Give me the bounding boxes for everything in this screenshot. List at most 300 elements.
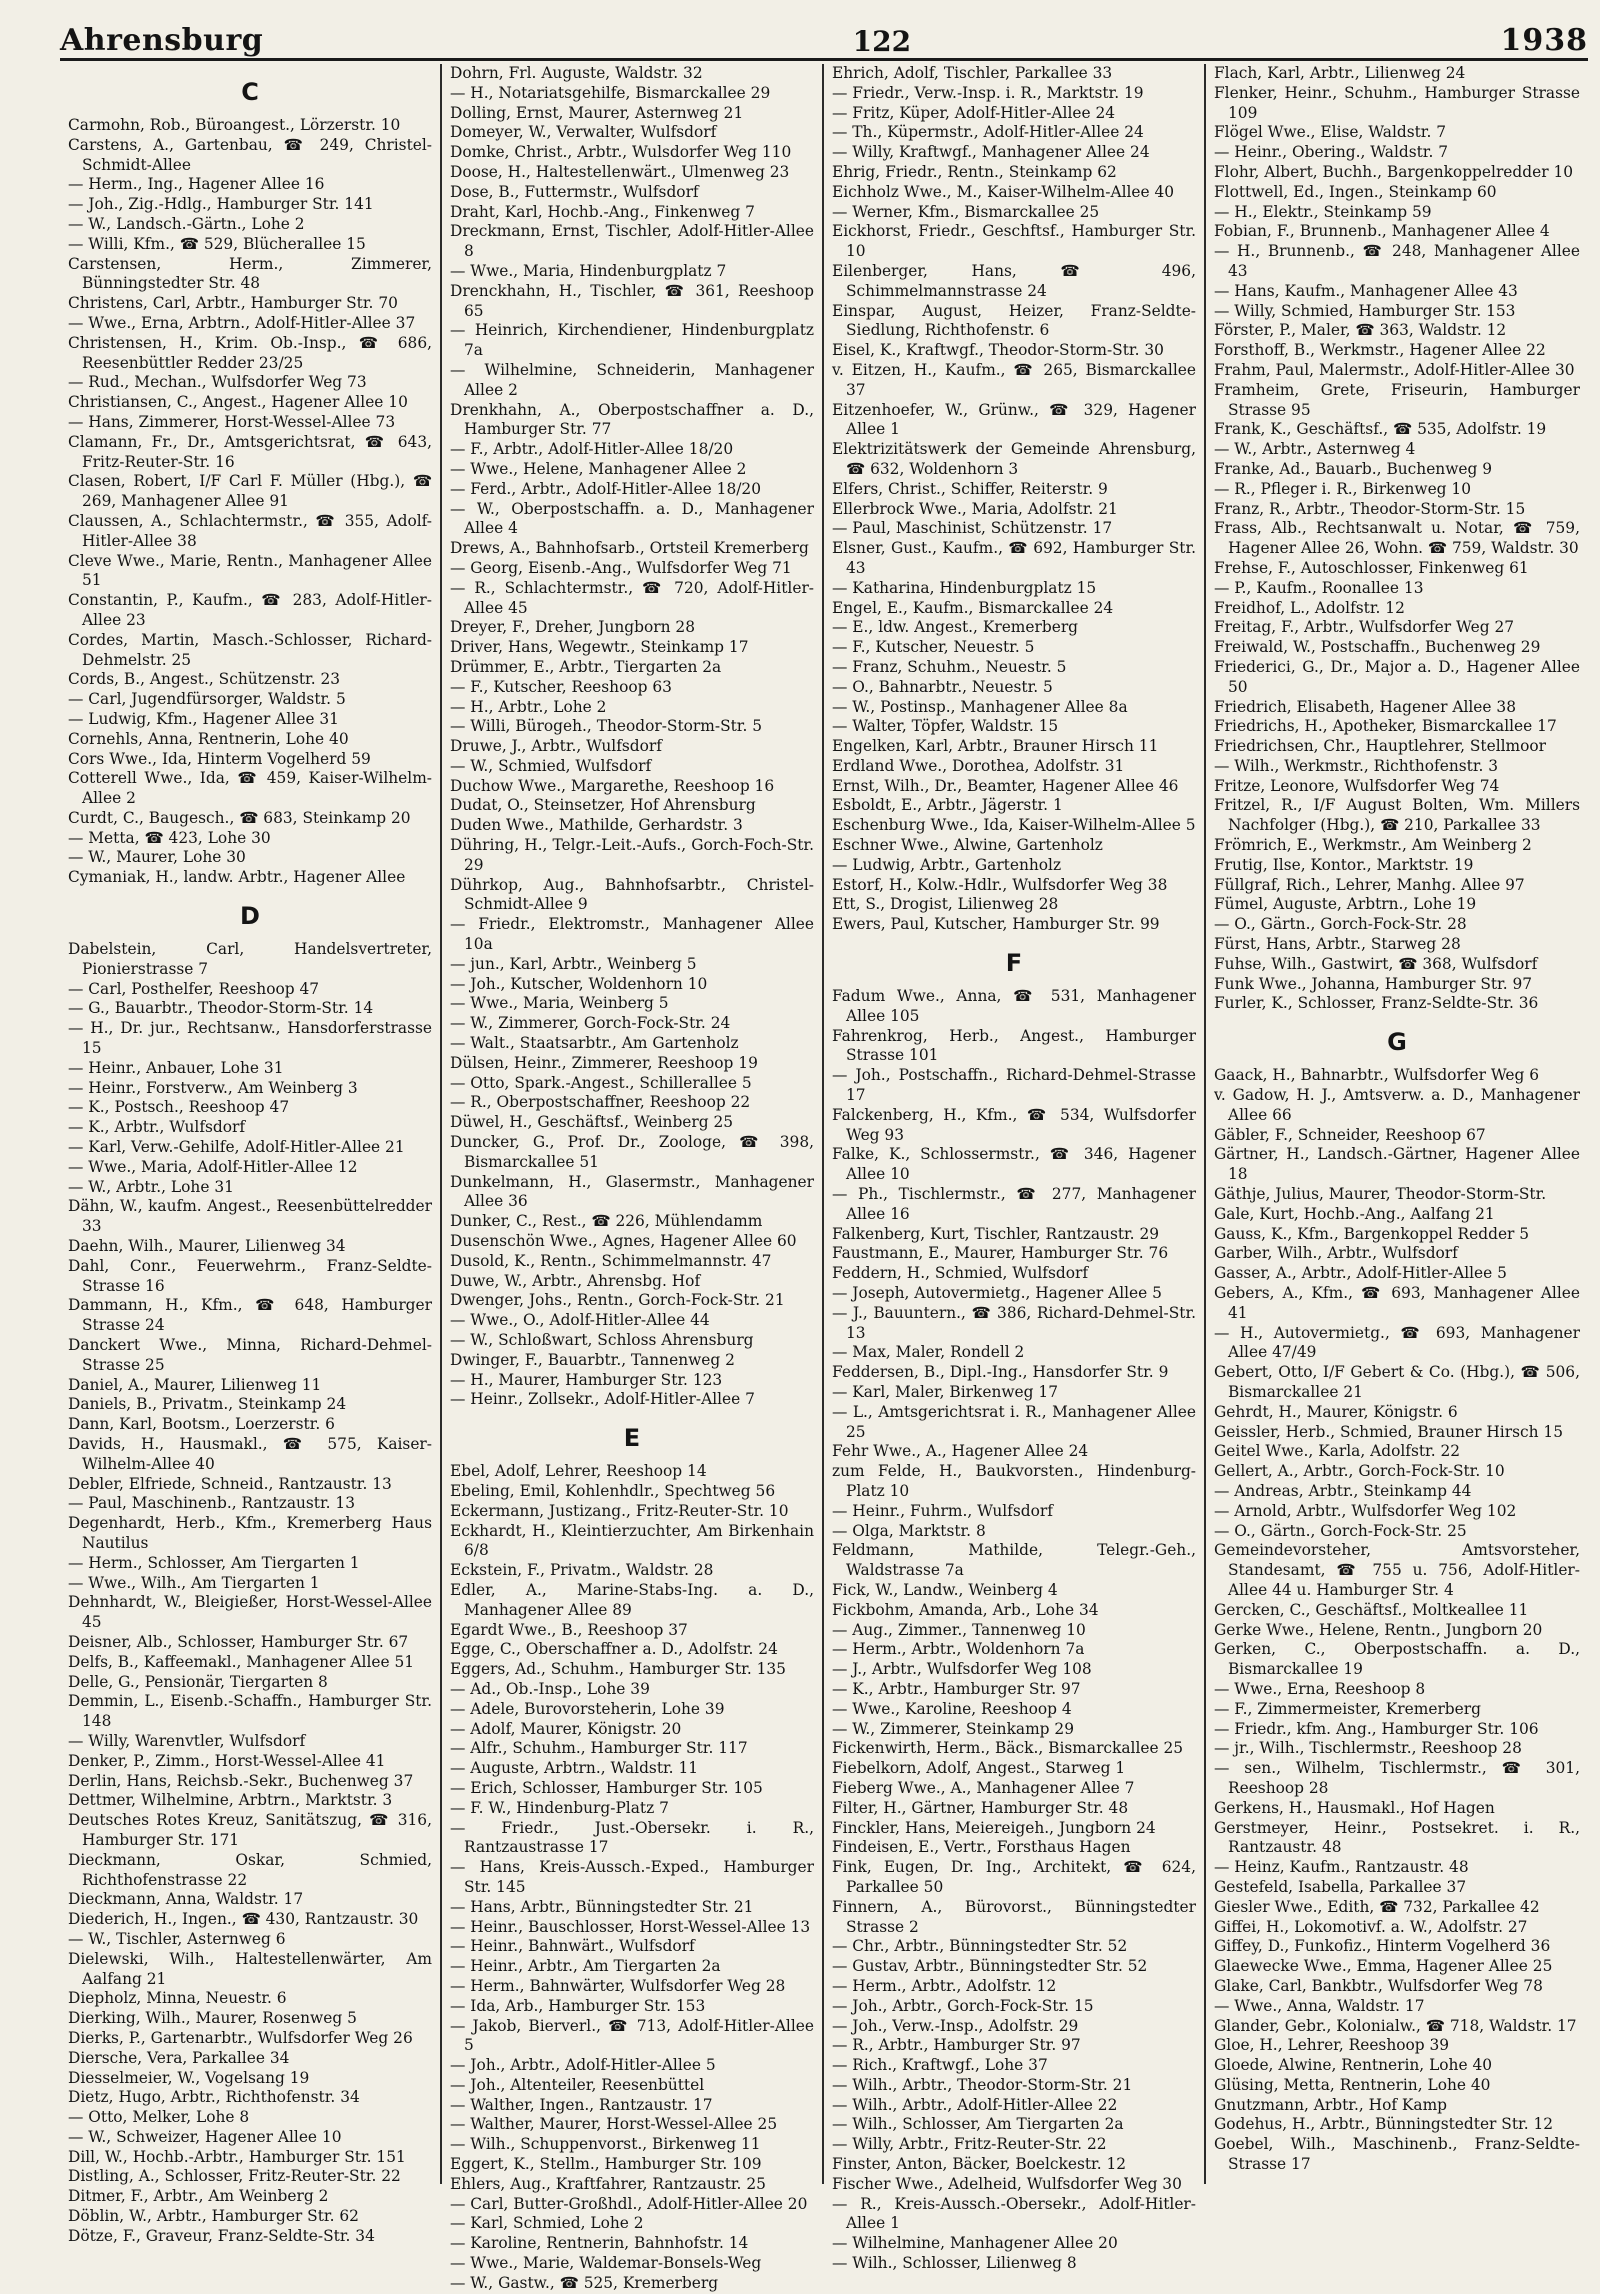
directory-entry: — Wwe., Maria, Adolf-Hitler-Allee 12 [68, 1157, 358, 1176]
directory-entry: — Adolf, Maurer, Königstr. 20 [450, 1719, 682, 1738]
directory-entry: — W., Tischler, Asternweg 6 [68, 1929, 286, 1948]
section-letter-heading: G [1387, 1028, 1407, 1057]
directory-entry: Falke, K., Schlossermstr., ☎ 346, Hagener Allee 10 [832, 1145, 1196, 1184]
directory-entry: Cornehls, Anna, Rentnerin, Lohe 40 [68, 729, 349, 748]
directory-entry: — H., Arbtr., Lohe 2 [450, 697, 607, 716]
directory-entry: Derlin, Hans, Reichsb.-Sekr., Buchenweg 37 [68, 1771, 414, 1790]
directory-entry: Gercken, C., Geschäftsf., Moltkeallee 11 [1214, 1600, 1529, 1619]
directory-entry: Giffey, D., Funkofiz., Hinterm Vogelherd 36 [1214, 1937, 1551, 1956]
directory-entry: Funk Wwe., Johanna, Hamburger Str. 97 [1214, 974, 1533, 993]
directory-entry: — F., Arbtr., Adolf-Hitler-Allee 18/20 [450, 440, 734, 459]
directory-entry: Gemeindevorsteher, Amtsvorsteher, Standesamt, ☎ 755 u. 756, Adolf-Hitler-Allee 44 u. Hamburger Str. 4 [1214, 1541, 1580, 1599]
directory-entry: — W., Gastw., ☎ 525, Kremerberg [450, 2273, 719, 2292]
directory-entry: Gale, Kurt, Hochb.-Ang., Aalfang 21 [1214, 1204, 1495, 1223]
directory-entry: v. Gadow, H. J., Amtsverw. a. D., Manhagener Allee 66 [1214, 1086, 1580, 1124]
directory-entry: — Joh., Postschaffn., Richard-Dehmel-Strasse 17 [832, 1066, 1196, 1105]
directory-entry: Flögel Wwe., Elise, Waldstr. 7 [1214, 123, 1447, 142]
directory-entry: — R., Oberpostschaffner, Reeshoop 22 [450, 1093, 751, 1112]
directory-entry: — W., Postinsp., Manhagener Allee 8a [832, 697, 1128, 716]
directory-entry: Cors Wwe., Ida, Hinterm Vogelherd 59 [68, 749, 371, 768]
directory-entry: Eisel, K., Kraftwgf., Theodor-Storm-Str. 30 [832, 341, 1164, 360]
section-letter-heading: F [1005, 949, 1023, 978]
directory-entry: Freitag, F., Arbtr., Wulfsdorfer Weg 27 [1214, 618, 1515, 637]
directory-entry: Domeyer, W., Verwalter, Wulfsdorf [450, 123, 717, 142]
directory-entry: — Karl, Maler, Birkenweg 17 [832, 1383, 1058, 1401]
directory-entry: Flottwell, Ed., Ingen., Steinkamp 60 [1214, 182, 1497, 201]
directory-entry: — Wwe., Marie, Waldemar-Bonsels-Weg [450, 2254, 762, 2273]
directory-entry: Friedrichs, H., Apotheker, Bismarckallee 17 [1214, 717, 1557, 736]
directory-entry: Constantin, P., Kaufm., ☎ 283, Adolf-Hitler-Allee 23 [68, 591, 432, 629]
directory-entry: Dill, W., Hochb.-Arbtr., Hamburger Str. 151 [68, 2147, 406, 2166]
directory-entry: — Joh., Arbtr., Adolf-Hitler-Allee 5 [450, 2056, 716, 2075]
directory-entry: Dahl, Conr., Feuerwehrm., Franz-Seldte-Strasse 16 [68, 1256, 432, 1295]
directory-entry: Giffei, H., Lokomotivf. a. W., Adolfstr. 27 [1214, 1917, 1528, 1936]
directory-entry: Dühring, H., Telgr.-Leit.-Aufs., Gorch-Foch-Str. 29 [450, 836, 814, 874]
directory-entry: — Joh., Arbtr., Gorch-Fock-Str. 15 [832, 1996, 1094, 2015]
directory-entry: Dolling, Ernst, Maurer, Asternweg 21 [450, 103, 744, 122]
directory-entry: Cords, B., Angest., Schützenstr. 23 [68, 670, 341, 689]
directory-entry: — Andreas, Arbtr., Steinkamp 44 [1214, 1481, 1472, 1500]
directory-entry: — H., Elektr., Steinkamp 59 [1214, 202, 1432, 221]
directory-entry: — Ludwig, Arbtr., Gartenholz [832, 855, 1062, 874]
directory-entry: Eickhorst, Friedr., Geschftsf., Hamburger Str. 10 [832, 222, 1196, 261]
directory-entry: Doose, H., Haltestellenwärt., Ulmenweg 23 [450, 162, 790, 181]
directory-entry: Dierks, P., Gartenarbtr., Wulfsdorfer Weg 26 [68, 2028, 413, 2047]
directory-entry: Fiebelkorn, Adolf, Angest., Starweg 1 [832, 1759, 1126, 1778]
directory-entry: — Hans, Arbtr., Bünningstedter Str. 21 [450, 1897, 754, 1916]
directory-entry: Finster, Anton, Bäcker, Boelckestr. 12 [832, 2155, 1127, 2174]
directory-entry: Fick, W., Landw., Weinberg 4 [832, 1580, 1058, 1599]
directory-entry: Drümmer, E., Arbtr., Tiergarten 2a [450, 657, 722, 676]
page-header [60, 14, 1588, 61]
directory-entry: Frutig, Ilse, Kontor., Marktstr. 19 [1214, 855, 1474, 874]
directory-entry: — Heinrich, Kirchendiener, Hindenburgplatz 7a [450, 321, 814, 360]
directory-entry: Dehnhardt, W., Bleigießer, Horst-Wessel-Allee 45 [68, 1593, 432, 1632]
directory-entry: — H., Autovermietg., ☎ 693, Manhagener Allee 47/49 [1214, 1323, 1580, 1362]
directory-entry: Finnern, A., Bürovorst., Bünningstedter Strasse 2 [832, 1897, 1196, 1936]
directory-entry: Furler, K., Schlosser, Franz-Seldte-Str. 36 [1214, 994, 1539, 1013]
directory-entry: — Wilh., Werkmstr., Richthofenstr. 3 [1214, 756, 1499, 775]
directory-entry: — Willy, Schmied, Hamburger Str. 153 [1214, 301, 1516, 320]
directory-entry: — Max, Maler, Rondell 2 [832, 1343, 1025, 1362]
directory-entry: Giesler Wwe., Edith, ☎ 732, Parkallee 42 [1214, 1897, 1540, 1916]
directory-entry: — Gustav, Arbtr., Bünningstedter Str. 52 [832, 1957, 1148, 1976]
directory-entry: Degenhardt, Herb., Kfm., Kremerberg Haus Nautilus [68, 1514, 432, 1552]
directory-column-3 [824, 64, 1206, 2273]
directory-entry: Franke, Ad., Bauarb., Buchenweg 9 [1214, 459, 1493, 478]
directory-entry: Gnutzmann, Arbtr., Hof Kamp [1214, 2095, 1448, 2114]
directory-entry: — Th., Küpermstr., Adolf-Hitler-Allee 24 [832, 123, 1144, 142]
directory-entry: — Wwe., Maria, Weinberg 5 [450, 994, 669, 1013]
directory-entry: Diederich, H., Ingen., ☎ 430, Rantzaustr. 30 [68, 1910, 419, 1929]
directory-entry: — H., Maurer, Hamburger Str. 123 [450, 1370, 723, 1389]
directory-entry: Dülsen, Heinr., Zimmerer, Reeshoop 19 [450, 1053, 758, 1072]
directory-entry: — Friedr., Just.-Obersekr. i. R., Rantzaustrasse 17 [450, 1818, 814, 1857]
directory-entry: — Heinr., Forstverw., Am Weinberg 3 [68, 1078, 358, 1097]
directory-entry: — Herm., Arbtr., Adolfstr. 12 [832, 1976, 1057, 1995]
directory-entry: Gestefeld, Isabella, Parkallee 37 [1214, 1877, 1467, 1896]
directory-entry: — Willy, Arbtr., Fritz-Reuter-Str. 22 [832, 2135, 1107, 2154]
directory-entry: — F., Zimmermeister, Kremerberg [1214, 1699, 1481, 1718]
directory-entry: Cleve Wwe., Marie, Rentn., Manhagener Allee 51 [68, 551, 432, 590]
directory-entry: — Fritz, Küper, Adolf-Hitler-Allee 24 [832, 103, 1116, 122]
directory-entry: — Wwe., Maria, Hindenburgplatz 7 [450, 261, 727, 280]
section-letter-heading: D [240, 902, 260, 931]
directory-entry: Dudat, O., Steinsetzer, Hof Ahrensburg [450, 796, 756, 815]
directory-entry: Carstens, A., Gartenbau, ☎ 249, Christel-Schmidt-Allee [68, 135, 432, 174]
directory-entry: — Willi, Kfm., ☎ 529, Blücherallee 15 [68, 234, 366, 253]
directory-entry: — Joh., Kutscher, Woldenhorn 10 [450, 974, 708, 993]
directory-entry: Duchow Wwe., Margarethe, Reeshoop 16 [450, 776, 775, 795]
directory-entry: Ditmer, F., Arbtr., Am Weinberg 2 [68, 2187, 329, 2206]
directory-entry: — jun., Karl, Arbtr., Weinberg 5 [450, 954, 697, 973]
directory-entry: Diersche, Vera, Parkallee 34 [68, 2048, 290, 2067]
directory-entry: Egge, C., Oberschaffner a. D., Adolfstr. 24 [450, 1640, 778, 1659]
directory-entry: Faustmann, E., Maurer, Hamburger Str. 76 [832, 1244, 1169, 1263]
directory-entry: Friederici, G., Dr., Major a. D., Hagener Allee 50 [1214, 657, 1580, 696]
directory-entry: Elektrizitätswerk der Gemeinde Ahrensburg, ☎ 632, Woldenhorn 3 [832, 440, 1196, 478]
directory-entry: Fürst, Hans, Arbtr., Starweg 28 [1214, 935, 1461, 954]
directory-entry: Glander, Gebr., Kolonialw., ☎ 718, Waldstr. 17 [1214, 2016, 1577, 2035]
directory-entry: Döblin, W., Arbtr., Hamburger Str. 62 [68, 2207, 359, 2226]
directory-entry: Einspar, August, Heizer, Franz-Seldte-Siedlung, Richthofenstr. 6 [832, 301, 1196, 340]
directory-entry: Fickenwirth, Herm., Bäck., Bismarckallee 25 [832, 1739, 1184, 1758]
directory-entry: Gloe, H., Lehrer, Reeshoop 39 [1214, 2036, 1450, 2055]
directory-entry: Friedrichsen, Chr., Hauptlehrer, Stellmoor [1214, 737, 1547, 756]
directory-entry: Clasen, Robert, I/F Carl F. Müller (Hbg.), ☎ 269, Manhagener Allee 91 [68, 472, 432, 511]
directory-entry: Fuhse, Wilh., Gastwirt, ☎ 368, Wulfsdorf [1214, 954, 1538, 973]
directory-entry: zum Felde, H., Baukvorsten., Hindenburg-Platz 10 [832, 1462, 1196, 1500]
directory-entry: — H., Brunnenb., ☎ 248, Manhagener Allee 43 [1214, 242, 1580, 280]
directory-entry: Drenkhahn, A., Oberpostschaffner a. D., Hamburger Str. 77 [450, 400, 814, 439]
directory-entry: Curdt, C., Baugesch., ☎ 683, Steinkamp 20 [68, 808, 411, 827]
directory-entry: Filter, H., Gärtner, Hamburger Str. 48 [832, 1798, 1129, 1817]
directory-entry: — Wwe., Erna, Arbtrn., Adolf-Hitler-Allee 37 [68, 313, 416, 332]
directory-entry: Dierking, Wilh., Maurer, Rosenweg 5 [68, 2009, 357, 2028]
directory-entry: — Heinr., Obering., Waldstr. 7 [1214, 143, 1449, 162]
directory-entry: — Heinr., Fuhrm., Wulfsdorf [832, 1501, 1053, 1520]
directory-entry: Dose, B., Futtermstr., Wulfsdorf [450, 182, 699, 201]
directory-entry: Daniels, B., Privatm., Steinkamp 24 [68, 1395, 347, 1414]
directory-entry: Eilenberger, Hans, ☎ 496, Schimmelmannstrasse 24 [832, 261, 1196, 300]
directory-column-4 [1206, 64, 1588, 2184]
directory-entry: — R., Kreis-Aussch.-Obersekr., Adolf-Hitler-Allee 1 [832, 2194, 1196, 2233]
directory-entry: — W., Maurer, Lohe 30 [68, 848, 246, 867]
directory-entry: Dietz, Hugo, Arbtr., Richthofenstr. 34 [68, 2088, 360, 2107]
directory-entry: Cotterell Wwe., Ida, ☎ 459, Kaiser-Wilhelm-Allee 2 [68, 769, 432, 808]
directory-entry: — F., Kutscher, Reeshoop 63 [450, 677, 672, 696]
directory-entry: Gellert, A., Arbtr., Gorch-Fock-Str. 10 [1214, 1462, 1505, 1481]
directory-entry: — Carl, Posthelfer, Reeshoop 47 [68, 979, 320, 998]
directory-entry: Christensen, H., Krim. Ob.-Insp., ☎ 686, Reesenbüttler Redder 23/25 [68, 333, 432, 372]
directory-entry: Dann, Karl, Bootsm., Loerzerstr. 6 [68, 1415, 335, 1434]
directory-entry: Dusold, K., Rentn., Schimmelmannstr. 47 [450, 1251, 772, 1270]
directory-entry: Fischer Wwe., Adelheid, Wulfsdorfer Weg 30 [832, 2174, 1182, 2193]
directory-entry: — Herm., Schlosser, Am Tiergarten 1 [68, 1553, 360, 1572]
directory-entry: — Karl, Verw.-Gehilfe, Adolf-Hitler-Allee 21 [68, 1138, 405, 1157]
directory-entry: — W., Schweizer, Hagener Allee 10 [68, 2127, 342, 2146]
directory-entry: Fehr Wwe., A., Hagener Allee 24 [832, 1442, 1089, 1461]
directory-entry: — Walther, Ingen., Rantzaustr. 17 [450, 2095, 713, 2114]
directory-entry: Glaewecke Wwe., Emma, Hagener Allee 25 [1214, 1957, 1553, 1976]
directory-entry: Geitel Wwe., Karla, Adolfstr. 22 [1214, 1442, 1461, 1461]
directory-entry: — Alfr., Schuhm., Hamburger Str. 117 [450, 1739, 748, 1758]
directory-entry: — Heinr., Arbtr., Am Tiergarten 2a [450, 1957, 721, 1976]
directory-entry: Ehrig, Friedr., Rentn., Steinkamp 62 [832, 162, 1117, 181]
directory-entry: Gebers, A., Kfm., ☎ 693, Manhagener Allee 41 [1214, 1284, 1580, 1322]
directory-entry: — G., Bauarbtr., Theodor-Storm-Str. 14 [68, 999, 374, 1018]
directory-entry: Druwe, J., Arbtr., Wulfsdorf [450, 737, 662, 756]
directory-entry: — Heinr., Bauschlosser, Horst-Wessel-Allee 13 [450, 1917, 811, 1936]
directory-entry: — Heinr., Zollsekr., Adolf-Hitler-Allee 7 [450, 1390, 755, 1409]
directory-entry: Frass, Alb., Rechtsanwalt u. Notar, ☎ 759, Hagener Allee 26, Wohn. ☎ 759, Waldstr. 30 [1214, 519, 1580, 558]
directory-entry: — Heinr., Anbauer, Lohe 31 [68, 1058, 284, 1077]
directory-entry: — Wilh., Arbtr., Theodor-Storm-Str. 21 [832, 2075, 1133, 2094]
directory-entry: Gloede, Alwine, Rentnerin, Lohe 40 [1214, 2056, 1493, 2075]
directory-entry: — F., Kutscher, Neuestr. 5 [832, 638, 1035, 657]
directory-entry: Friedrich, Elisabeth, Hagener Allee 38 [1214, 697, 1516, 716]
directory-entry: Godehus, H., Arbtr., Bünningstedter Str. 12 [1214, 2115, 1554, 2134]
directory-entry: Claussen, A., Schlachtermstr., ☎ 355, Adolf-Hitler-Allee 38 [68, 511, 432, 550]
directory-entry: Gerkens, H., Hausmakl., Hof Hagen [1214, 1798, 1495, 1817]
directory-entry: Dieckmann, Anna, Waldstr. 17 [68, 1890, 304, 1909]
directory-entry: Duwe, W., Arbtr., Ahrensbg. Hof [450, 1271, 701, 1290]
directory-entry: Dohrn, Frl. Auguste, Waldstr. 32 [450, 64, 703, 82]
directory-entry: Gäthje, Julius, Maurer, Theodor-Storm-Str. [1214, 1185, 1547, 1204]
directory-entry: — Willy, Kraftwgf., Manhagener Allee 24 [832, 143, 1150, 162]
directory-entry: Diepholz, Minna, Neuestr. 6 [68, 1989, 287, 2008]
directory-entry: — Werner, Kfm., Bismarckallee 25 [832, 202, 1100, 221]
directory-entry: Domke, Christ., Arbtr., Wulsdorfer Weg 110 [450, 143, 792, 162]
directory-entry: Eckermann, Justizang., Fritz-Reuter-Str. 10 [450, 1501, 789, 1520]
directory-entry: Fahrenkrog, Herb., Angest., Hamburger Strasse 101 [832, 1026, 1196, 1065]
directory-entry: Gauss, K., Kfm., Bargenkoppel Redder 5 [1214, 1224, 1530, 1243]
directory-entry: Drews, A., Bahnhofsarb., Ortsteil Kremerberg [450, 539, 809, 558]
directory-entry: Dwenger, Johs., Rentn., Gorch-Fock-Str. 21 [450, 1291, 785, 1310]
directory-entry: — Ferd., Arbtr., Adolf-Hitler-Allee 18/20 [450, 479, 762, 498]
directory-entry: Ellerbrock Wwe., Maria, Adolfstr. 21 [832, 499, 1118, 518]
directory-entry: Ernst, Wilh., Dr., Beamter, Hagener Allee 46 [832, 776, 1179, 795]
directory-entry: — Hans, Zimmerer, Horst-Wessel-Allee 73 [68, 412, 396, 431]
directory-entry: Gerken, C., Oberpostschaffn. a. D., Bismarckallee 19 [1214, 1640, 1580, 1679]
directory-entry: — K., Arbtr., Wulfsdorf [68, 1118, 246, 1137]
directory-entry: Frahm, Paul, Malermstr., Adolf-Hitler-Allee 30 [1214, 360, 1575, 379]
directory-entry: Findeisen, E., Vertr., Forsthaus Hagen [832, 1838, 1131, 1857]
directory-entry: — Ph., Tischlermstr., ☎ 277, Manhagener Allee 16 [832, 1185, 1196, 1223]
directory-entry: Distling, A., Schlosser, Fritz-Reuter-Str. 22 [68, 2167, 401, 2186]
directory-entry: — O., Bahnarbtr., Neuestr. 5 [832, 677, 1053, 696]
directory-entry: Dusenschön Wwe., Agnes, Hagener Allee 60 [450, 1232, 797, 1251]
directory-entry: Glüsing, Metta, Rentnerin, Lohe 40 [1214, 2075, 1491, 2094]
directory-entry: — Joh., Verw.-Insp., Adolfstr. 29 [832, 2016, 1079, 2035]
directory-entry: — Ludwig, Kfm., Hagener Allee 31 [68, 709, 339, 728]
directory-entry: — Otto, Spark.-Angest., Schillerallee 5 [450, 1073, 752, 1092]
directory-entry: Carmohn, Rob., Büroangest., Lörzerstr. 10 [68, 116, 401, 134]
directory-entry: — W., Schmied, Wulfsdorf [450, 756, 652, 775]
directory-entry: — H., Notariatsgehilfe, Bismarckallee 29 [450, 83, 771, 102]
directory-entry: — W., Zimmerer, Gorch-Fock-Str. 24 [450, 1014, 731, 1033]
directory-entry: — Wwe., Helene, Manhagener Allee 2 [450, 459, 747, 478]
directory-entry: — Ad., Ob.-Insp., Lohe 39 [450, 1679, 650, 1698]
directory-entry: Duncker, G., Prof. Dr., Zoologe, ☎ 398, Bismarckallee 51 [450, 1133, 814, 1171]
directory-entry: — Rich., Kraftwgf., Lohe 37 [832, 2056, 1048, 2075]
directory-entry: — Karoline, Rentnerin, Bahnhofstr. 14 [450, 2234, 749, 2253]
section-letter-heading: C [241, 78, 259, 106]
directory-entry: — K., Postsch., Reeshoop 47 [68, 1098, 290, 1117]
directory-entry: Forsthoff, B., Werkmstr., Hagener Allee 22 [1214, 341, 1546, 360]
directory-entry: Debler, Elfriede, Schneid., Rantzaustr. 13 [68, 1474, 392, 1493]
directory-entry: Cymaniak, H., landw. Arbtr., Hagener Allee [68, 868, 406, 887]
directory-entry: Gasser, A., Arbtr., Adolf-Hitler-Allee 5 [1214, 1264, 1507, 1283]
directory-entry: — Wwe., Karoline, Reeshoop 4 [832, 1699, 1072, 1718]
directory-entry: — Carl, Jugendfürsorger, Waldstr. 5 [68, 690, 346, 709]
directory-entry: — Wilhelmine, Schneiderin, Manhagener Allee 2 [450, 360, 814, 399]
directory-entry: Goebel, Wilh., Maschinenb., Franz-Seldte-Strasse 17 [1214, 2135, 1580, 2174]
directory-entry: — Wwe., Wilh., Am Tiergarten 1 [68, 1573, 320, 1592]
directory-entry: Frank, K., Geschäftsf., ☎ 535, Adolfstr. 19 [1214, 420, 1547, 439]
directory-entry: — Arnold, Arbtr., Wulfsdorfer Weg 102 [1214, 1501, 1517, 1520]
directory-entry: Flenker, Heinr., Schuhm., Hamburger Strasse 109 [1214, 83, 1580, 122]
directory-entry: — W., Landsch.-Gärtn., Lohe 2 [68, 214, 305, 233]
directory-entry: Dettmer, Wilhelmine, Arbtrn., Marktstr. 3 [68, 1791, 393, 1810]
directory-entry: — J., Bauuntern., ☎ 386, Richard-Dehmel-Str. 13 [832, 1303, 1196, 1342]
directory-entry: Danckert Wwe., Minna, Richard-Dehmel-Strasse 25 [68, 1336, 432, 1374]
directory-entry: Feddern, H., Schmied, Wulfsdorf [832, 1264, 1089, 1283]
directory-entry: — jr., Wilh., Tischlermstr., Reeshoop 28 [1214, 1739, 1522, 1758]
directory-entry: Frömrich, E., Werkmstr., Am Weinberg 2 [1214, 836, 1532, 855]
directory-entry: Eitzenhoefer, W., Grünw., ☎ 329, Hagener Allee 1 [832, 400, 1196, 439]
directory-entry: Dötze, F., Graveur, Franz-Seldte-Str. 34 [68, 2226, 375, 2245]
directory-entry: Cordes, Martin, Masch.-Schlosser, Richard-Dehmelstr. 25 [68, 630, 432, 669]
directory-entry: Feddersen, B., Dipl.-Ing., Hansdorfer Str. 9 [832, 1363, 1169, 1382]
directory-entry: Dammann, H., Kfm., ☎ 648, Hamburger Strasse 24 [68, 1296, 432, 1335]
directory-entry: Fadum Wwe., Anna, ☎ 531, Manhagener Allee 105 [832, 987, 1196, 1025]
directory-entry: Ehlers, Aug., Kraftfahrer, Rantzaustr. 25 [450, 2174, 766, 2193]
directory-entry: — Heinz, Kaufm., Rantzaustr. 48 [1214, 1858, 1469, 1877]
directory-entry: — Katharina, Hindenburgplatz 15 [832, 578, 1097, 597]
directory-entry: Ebeling, Emil, Kohlenhdlr., Spechtweg 56 [450, 1481, 776, 1500]
directory-entry: Eckstein, F., Privatm., Waldstr. 28 [450, 1561, 714, 1580]
directory-entry: — Willi, Bürogeh., Theodor-Storm-Str. 5 [450, 717, 763, 736]
directory-entry: Ett, S., Drogist, Lilienweg 28 [832, 895, 1059, 914]
directory-entry: Denker, P., Zimm., Horst-Wessel-Allee 41 [68, 1751, 386, 1770]
page-place-name: Ahrensburg [60, 23, 264, 58]
directory-entry: v. Eitzen, H., Kaufm., ☎ 265, Bismarckallee 37 [832, 360, 1196, 399]
directory-entry: Dührkop, Aug., Bahnhofsarbtr., Christel-Schmidt-Allee 9 [450, 875, 814, 914]
directory-entry: — Carl, Butter-Großhdl., Adolf-Hitler-Allee 20 [450, 2194, 808, 2213]
directory-entry: Dieckmann, Oskar, Schmied, Richthofenstrasse 22 [68, 1850, 432, 1889]
directory-entry: — W., Zimmerer, Steinkamp 29 [832, 1719, 1075, 1738]
directory-entry: Christiansen, C., Angest., Hagener Allee 10 [68, 393, 408, 412]
directory-entry: — Olga, Marktstr. 8 [832, 1521, 986, 1540]
directory-entry: — Joseph, Autovermietg., Hagener Allee 5 [832, 1284, 1162, 1303]
directory-entry: Freidhof, L., Adolfstr. 12 [1214, 598, 1405, 617]
directory-entry: Flach, Karl, Arbtr., Lilienweg 24 [1214, 64, 1466, 82]
directory-entry: Flohr, Albert, Buchh., Bargenkoppelredder 10 [1214, 162, 1574, 181]
directory-entry: — Herm., Ing., Hagener Allee 16 [68, 175, 325, 194]
directory-entry: — R., Schlachtermstr., ☎ 720, Adolf-Hitler-Allee 45 [450, 578, 814, 617]
page-year: 1938 [1500, 23, 1588, 58]
directory-entry: Carstensen, Herm., Zimmerer, Bünningstedter Str. 48 [68, 254, 432, 293]
directory-entry: Eschenburg Wwe., Ida, Kaiser-Wilhelm-Allee 5 [832, 816, 1196, 835]
directory-entry: — J., Arbtr., Wulfsdorfer Weg 108 [832, 1660, 1092, 1679]
directory-entry: Driver, Hans, Wegewtr., Steinkamp 17 [450, 638, 749, 657]
directory-entry: — sen., Wilhelm, Tischlermstr., ☎ 301, Reeshoop 28 [1214, 1759, 1580, 1797]
directory-entry: Feldmann, Mathilde, Telegr.-Geh., Waldstrasse 7a [832, 1541, 1196, 1580]
directory-entry: Füllgraf, Rich., Lehrer, Manhg. Allee 97 [1214, 875, 1525, 894]
directory-entry: Fritze, Leonore, Wulfsdorfer Weg 74 [1214, 776, 1500, 795]
directory-entry: Esboldt, E., Arbtr., Jägerstr. 1 [832, 796, 1063, 815]
directory-entry: — Willy, Warenvtler, Wulfsdorf [68, 1731, 306, 1750]
directory-entry: Fritzel, R., I/F August Bolten, Wm. Millers Nachfolger (Hbg.), ☎ 210, Parkallee 33 [1214, 796, 1580, 835]
directory-entry: — Rud., Mechan., Wulfsdorfer Weg 73 [68, 373, 367, 392]
directory-entry: — Hans, Kreis-Aussch.-Exped., Hamburger Str. 145 [450, 1858, 814, 1896]
directory-entry: Garber, Wilh., Arbtr., Wulfsdorf [1214, 1244, 1458, 1263]
directory-entry: — Walter, Töpfer, Waldstr. 15 [832, 717, 1059, 736]
directory-entry: Gerstmeyer, Heinr., Postsekret. i. R., Rantzaustr. 48 [1214, 1818, 1580, 1857]
directory-entry: Davids, H., Hausmakl., ☎ 575, Kaiser-Wilhelm-Allee 40 [68, 1435, 432, 1473]
directory-entry: — Wilh., Schuppenvorst., Birkenweg 11 [450, 2135, 761, 2154]
directory-entry: — Auguste, Arbtrn., Waldstr. 11 [450, 1759, 699, 1778]
directory-entry: — Karl, Schmied, Lohe 2 [450, 2214, 644, 2233]
directory-entry: Fobian, F., Brunnenb., Manhagener Allee 4 [1214, 222, 1550, 241]
directory-entry: — Joh., Altenteiler, Reesenbüttel [450, 2075, 705, 2094]
directory-entry: — Chr., Arbtr., Bünningstedter Str. 52 [832, 1937, 1128, 1956]
directory-entry: Engel, E., Kaufm., Bismarckallee 24 [832, 598, 1114, 617]
directory-entry: — Wilh., Arbtr., Adolf-Hitler-Allee 22 [832, 2095, 1118, 2114]
directory-entry: — E., ldw. Angest., Kremerberg [832, 618, 1079, 637]
directory-entry: — K., Arbtr., Hamburger Str. 97 [832, 1679, 1081, 1698]
directory-entry: Eichholz Wwe., M., Kaiser-Wilhelm-Allee 40 [832, 182, 1175, 201]
directory-entry: — W., Arbtr., Asternweg 4 [1214, 440, 1416, 459]
directory-entry: Gaack, H., Bahnarbtr., Wulfsdorfer Weg 6 [1214, 1066, 1540, 1085]
directory-entry: — Herm., Arbtr., Woldenhorn 7a [832, 1640, 1085, 1659]
directory-entry: Franz, R., Arbtr., Theodor-Storm-Str. 15 [1214, 499, 1526, 518]
directory-entry: — W., Schloßwart, Schloss Ahrensburg [450, 1331, 754, 1349]
directory-entry: Dunkelmann, H., Glasermstr., Manhagener Allee 36 [450, 1172, 814, 1211]
directory-entry: Glake, Carl, Bankbtr., Wulfsdorfer Weg 78 [1214, 1976, 1543, 1995]
directory-entry: — W., Oberpostschaffn. a. D., Manhagener Allee 4 [450, 499, 814, 538]
directory-entry: Draht, Karl, Hochb.-Ang., Finkenweg 7 [450, 202, 755, 221]
directory-entry: — Heinr., Bahnwärt., Wulfsdorf [450, 1937, 695, 1956]
directory-entry: — F. W., Hindenburg-Platz 7 [450, 1798, 669, 1817]
directory-entry: Clamann, Fr., Dr., Amtsgerichtsrat, ☎ 643, Fritz-Reuter-Str. 16 [68, 432, 432, 471]
directory-entry: Gerke Wwe., Helene, Rentn., Jungborn 20 [1214, 1620, 1543, 1639]
directory-entry: Falckenberg, H., Kfm., ☎ 534, Wulfsdorfer Weg 93 [832, 1105, 1196, 1144]
directory-entry: Edler, A., Marine-Stabs-Ing. a. D., Manhagener Allee 89 [450, 1580, 814, 1619]
directory-entry: Eschner Wwe., Alwine, Gartenholz [832, 836, 1103, 855]
directory-entry: Daehn, Wilh., Maurer, Lilienweg 34 [68, 1237, 346, 1256]
directory-entry: — Wilh., Schlosser, Am Tiergarten 2a [832, 2115, 1124, 2134]
directory-entry: Drenckhahn, H., Tischler, ☎ 361, Reeshoop 65 [450, 281, 814, 320]
directory-entry: Ehrich, Adolf, Tischler, Parkallee 33 [832, 64, 1113, 82]
directory-entry: Deutsches Rotes Kreuz, Sanitätszug, ☎ 316, Hamburger Str. 171 [68, 1811, 432, 1849]
directory-entry: Eggert, K., Stellm., Hamburger Str. 109 [450, 2155, 762, 2174]
directory-entry: Erdland Wwe., Dorothea, Adolfstr. 31 [832, 756, 1125, 775]
directory-entry: Dwinger, F., Bauarbtr., Tannenweg 2 [450, 1350, 735, 1369]
directory-entry: Delfs, B., Kaffeemakl., Manhagener Allee 51 [68, 1652, 415, 1671]
directory-entry: — R., Arbtr., Hamburger Str. 97 [832, 2036, 1081, 2055]
directory-entry: — Jakob, Bierverl., ☎ 713, Adolf-Hitler-Allee 5 [450, 2016, 814, 2055]
directory-entry: Falkenberg, Kurt, Tischler, Rantzaustr. 29 [832, 1224, 1160, 1243]
directory-entry: — H., Dr. jur., Rechtsanw., Hansdorferstrasse 15 [68, 1019, 432, 1058]
directory-entry: — Aug., Zimmer., Tannenweg 10 [832, 1620, 1086, 1639]
directory-entry: — Herm., Bahnwärter, Wulfsdorfer Weg 28 [450, 1976, 786, 1995]
directory-entry: Daniel, A., Maurer, Lilienweg 11 [68, 1375, 322, 1394]
directory-entry: Duden Wwe., Mathilde, Gerhardstr. 3 [450, 816, 743, 835]
directory-entry: — R., Pfleger i. R., Birkenweg 10 [1214, 479, 1472, 498]
directory-entry: — Friedr., Elektromstr., Manhagener Allee 10a [450, 915, 814, 954]
